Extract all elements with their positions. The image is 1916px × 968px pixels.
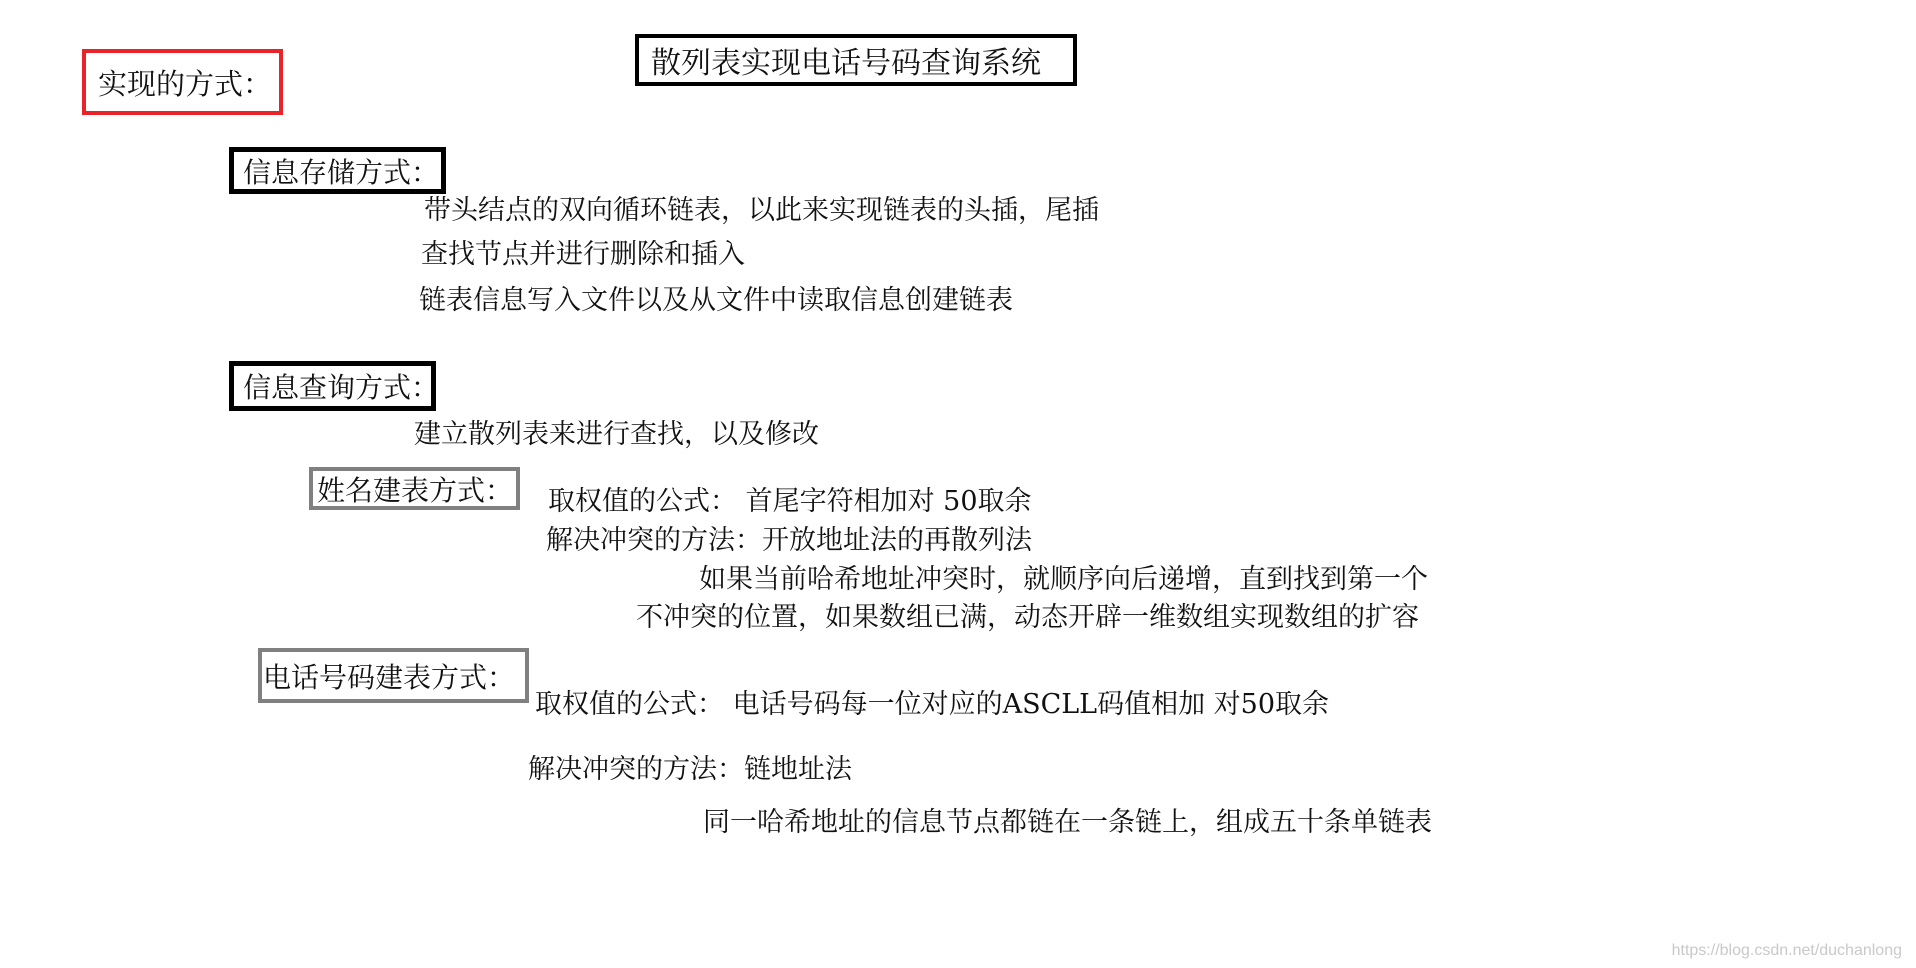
storage-line-3: 链表信息写入文件以及从文件中读取信息创建链表 — [419, 285, 1013, 316]
name-table-heading — [309, 467, 520, 510]
name-table-detail-1: 如果当前哈希地址冲突时，就顺序向后递增，直到找到第一个 — [699, 564, 1428, 595]
phone-table-conflict: 解决冲突的方法：链地址法 — [528, 754, 852, 785]
phone-table-formula: 取权值的公式： 电话号码每一位对应的ASCLL码值相加 对50取余 — [535, 689, 1330, 720]
storage-line-1: 带头结点的双向循环链表，以此来实现链表的头插，尾插 — [424, 195, 1099, 226]
query-heading-text: 信息查询方式： — [243, 371, 440, 404]
page-title — [635, 34, 1077, 86]
name-table-formula: 取权值的公式： 首尾字符相加对 50取余 — [548, 486, 1032, 517]
watermark: https://blog.csdn.net/duchanlong — [1671, 942, 1902, 959]
phone-table-heading-text: 电话号码建表方式： — [263, 660, 516, 694]
page-title-text: 散列表实现电话号码查询系统 — [651, 46, 1041, 81]
query-heading — [229, 361, 440, 411]
name-table-conflict: 解决冲突的方法：开放地址法的再散列法 — [546, 525, 1032, 556]
name-table-detail-2: 不冲突的位置，如果数组已满，动态开辟一维数组实现数组的扩容 — [636, 602, 1419, 633]
method-heading — [82, 49, 283, 115]
phone-table-heading — [258, 648, 529, 703]
method-heading-text: 实现的方式： — [98, 66, 273, 101]
phone-table-detail: 同一哈希地址的信息节点都链在一条链上，组成五十条单链表 — [703, 807, 1432, 838]
name-table-heading-text: 姓名建表方式： — [317, 473, 514, 507]
storage-heading-text: 信息存储方式： — [243, 155, 440, 189]
storage-heading — [229, 147, 446, 194]
storage-line-2: 查找节点并进行删除和插入 — [421, 239, 745, 270]
query-intro: 建立散列表来进行查找，以及修改 — [414, 419, 819, 450]
